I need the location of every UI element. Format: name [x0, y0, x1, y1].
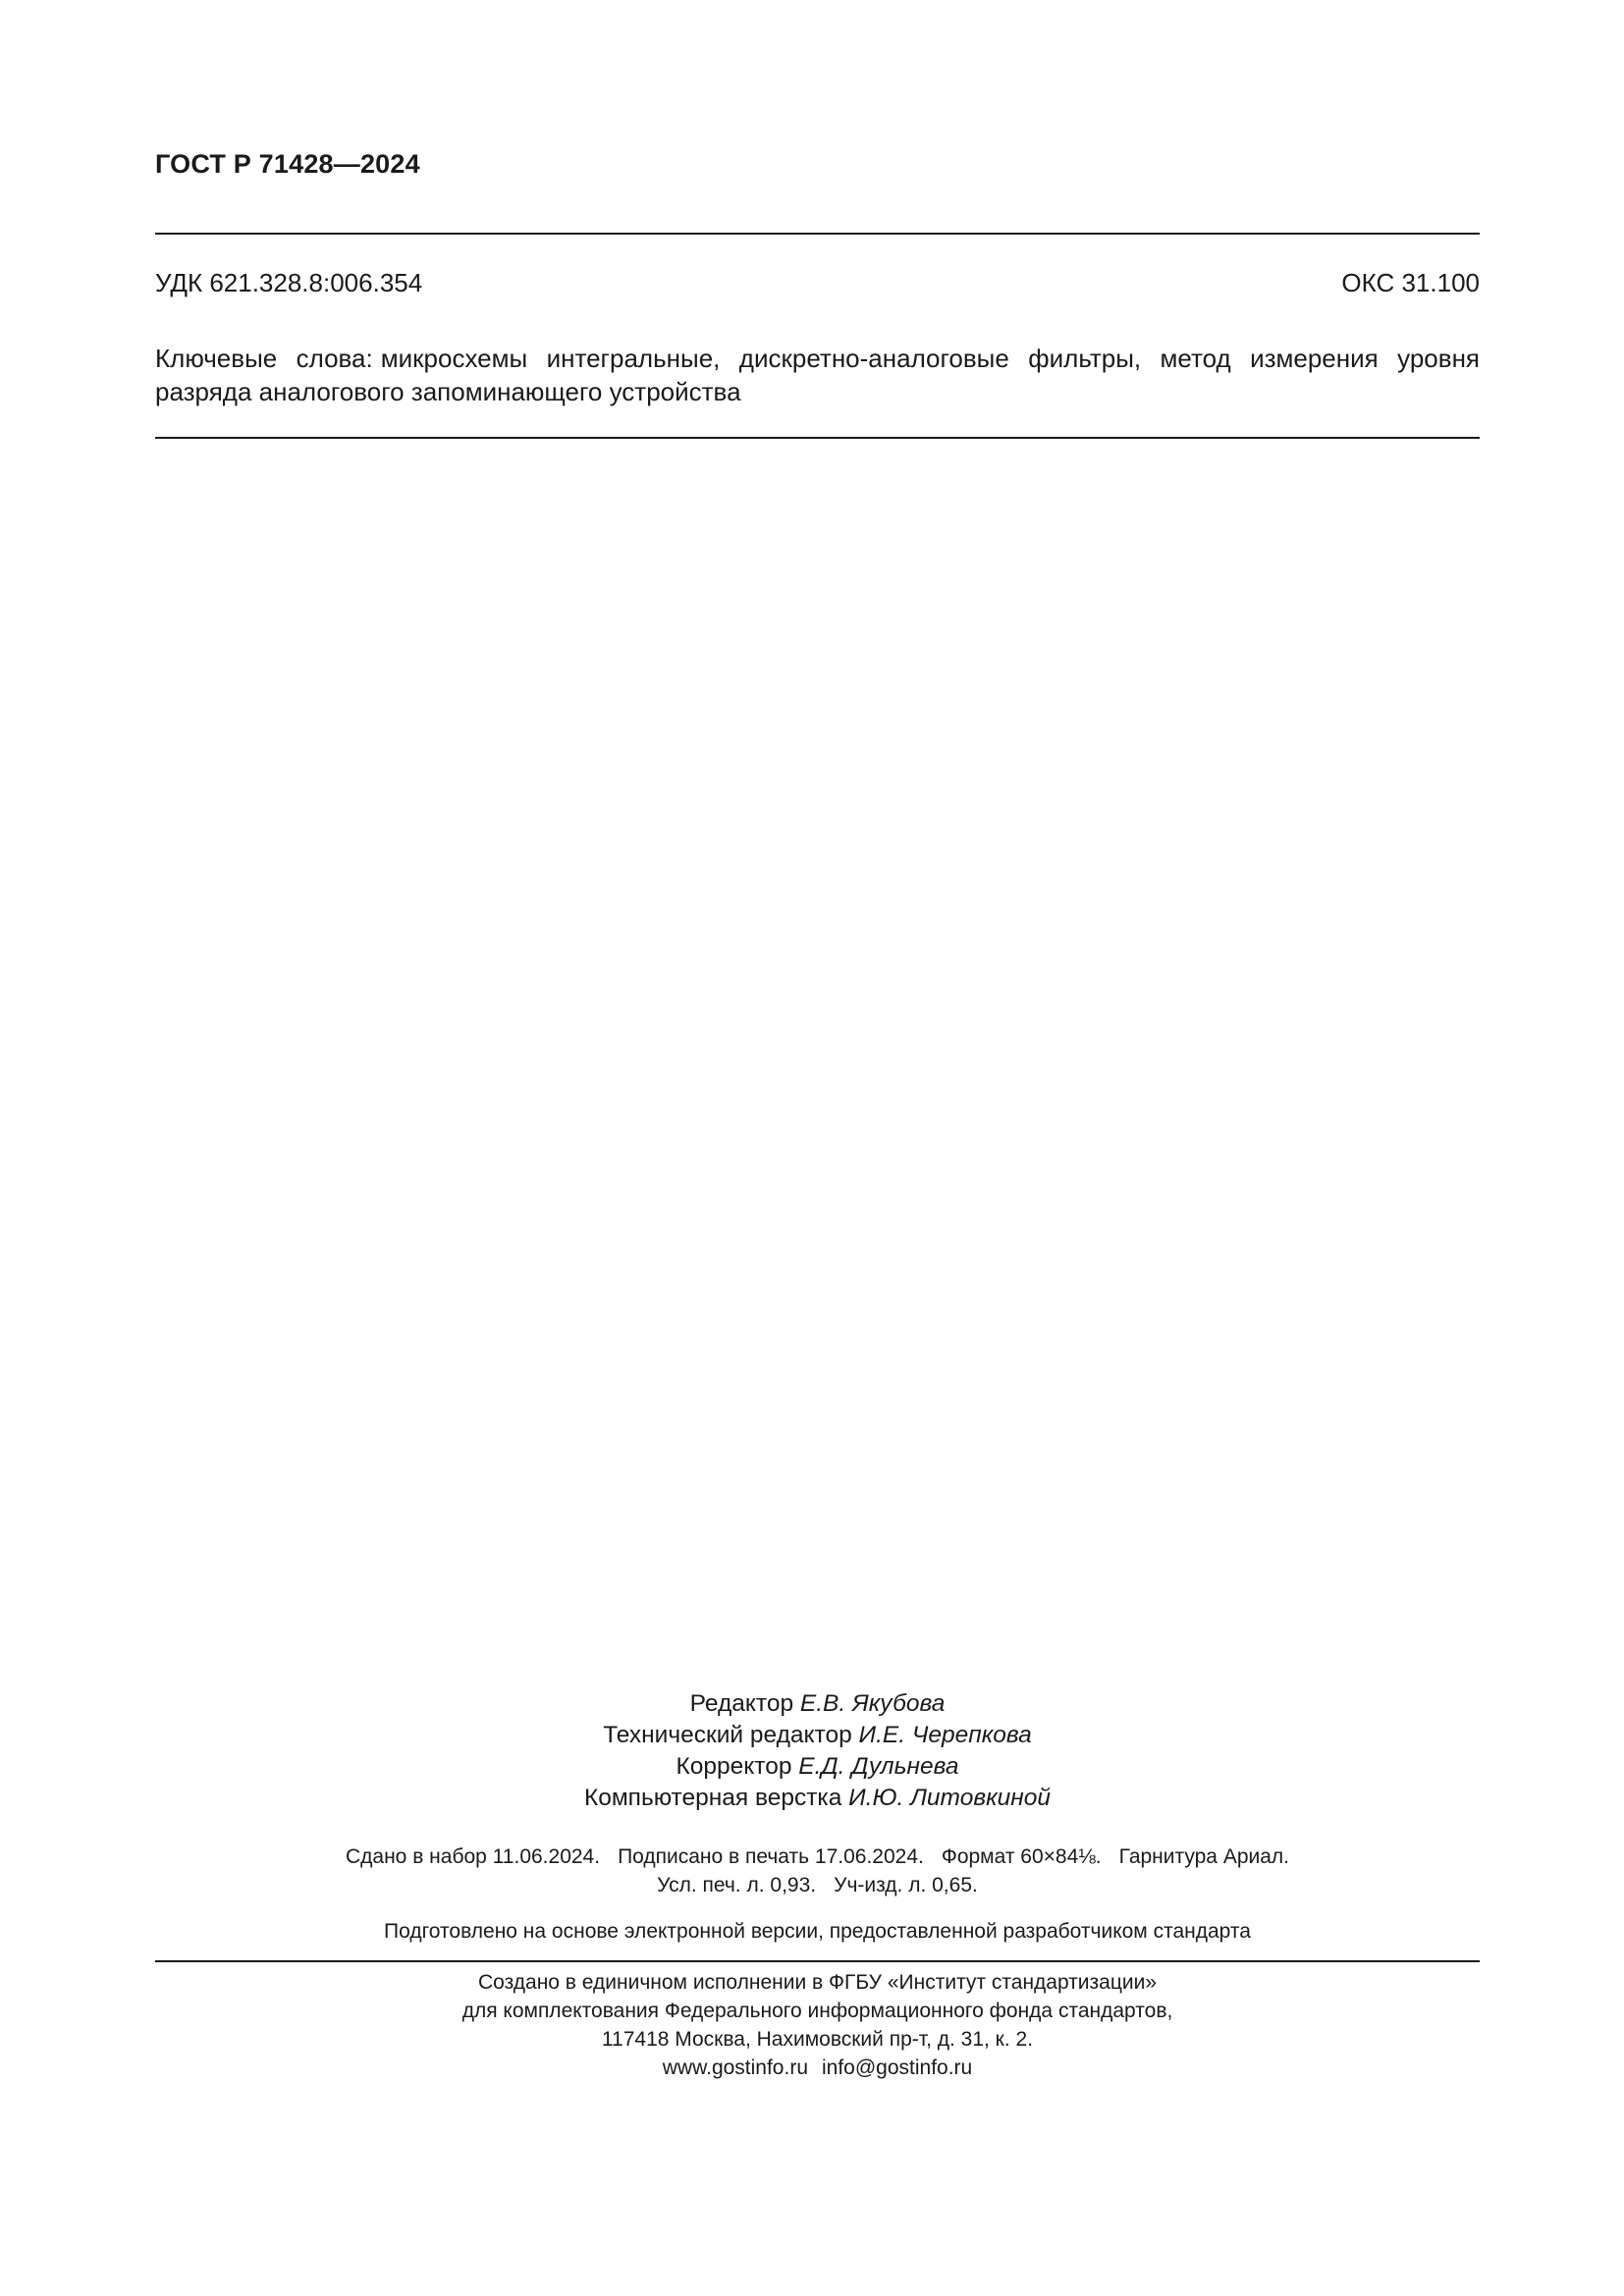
credit-line: [155, 1783, 1480, 1814]
oks-code: ОКС 31.100: [1341, 268, 1480, 297]
print-info-line-1: [155, 1842, 1480, 1871]
document-number: ГОСТ Р 71428—2024: [155, 149, 420, 179]
credit-role: Редактор: [689, 1690, 794, 1717]
top-divider: [155, 233, 1480, 235]
credit-role: Компьютерная верстка: [583, 1785, 842, 1811]
credit-name: Е.В. Якубова: [799, 1690, 946, 1717]
footer-divider: [155, 1960, 1480, 1962]
paper-format: Формат 60×84⅛.: [941, 1845, 1102, 1868]
credit-name: Е.Д. Дульнева: [798, 1753, 959, 1780]
prepared-note: Подготовлено на основе электронной версии, предоставленной разработчиком стандарта: [384, 1920, 1251, 1943]
publisher-line-2: для комплектования Федерального информационного фонда стандартов,: [461, 2000, 1173, 2022]
keywords-divider: [155, 437, 1480, 439]
publication-sheets: Уч-изд. л. 0,65.: [834, 1874, 978, 1896]
credit-name: И.Е. Черепкова: [858, 1722, 1032, 1748]
udk-code: УДК 621.328.8:006.354: [155, 268, 423, 297]
keywords-text: микросхемы интегральные, дискретно-аналоговые фильтры, метод измерения уровня разряда аналогового запоминающего устройства: [155, 344, 1481, 406]
keywords-block: [155, 342, 1480, 408]
credit-line: [155, 1751, 1480, 1783]
publisher-contacts: [155, 2054, 1480, 2082]
credit-role: Корректор: [676, 1753, 792, 1780]
publisher-address: 117418 Москва, Нахимовский пр-т, д. 31, к. 2.: [601, 2028, 1034, 2051]
publisher-block: [155, 1968, 1480, 2082]
email-link[interactable]: info@gostinfo.ru: [822, 2056, 973, 2079]
credit-line: [155, 1688, 1480, 1720]
credit-line: [155, 1720, 1480, 1751]
keywords-label: Ключевые слова:: [155, 344, 373, 373]
print-info-block: [155, 1842, 1480, 1899]
website-link[interactable]: www.gostinfo.ru: [662, 2056, 808, 2079]
print-info-line-2: [155, 1871, 1480, 1899]
credit-role: Технический редактор: [603, 1722, 852, 1748]
print-sheets: Усл. печ. л. 0,93.: [657, 1874, 817, 1896]
credit-name: И.Ю. Литовкиной: [848, 1785, 1052, 1811]
credits-block: [155, 1688, 1480, 1814]
typeface: Гарнитура Ариал.: [1118, 1845, 1289, 1868]
typeset-date: Сдано в набор 11.06.2024.: [345, 1845, 601, 1868]
publisher-line-1: Создано в единичном исполнении в ФГБУ «Институт стандартизации»: [477, 1971, 1158, 1994]
signed-date: Подписано в печать 17.06.2024.: [618, 1845, 924, 1868]
